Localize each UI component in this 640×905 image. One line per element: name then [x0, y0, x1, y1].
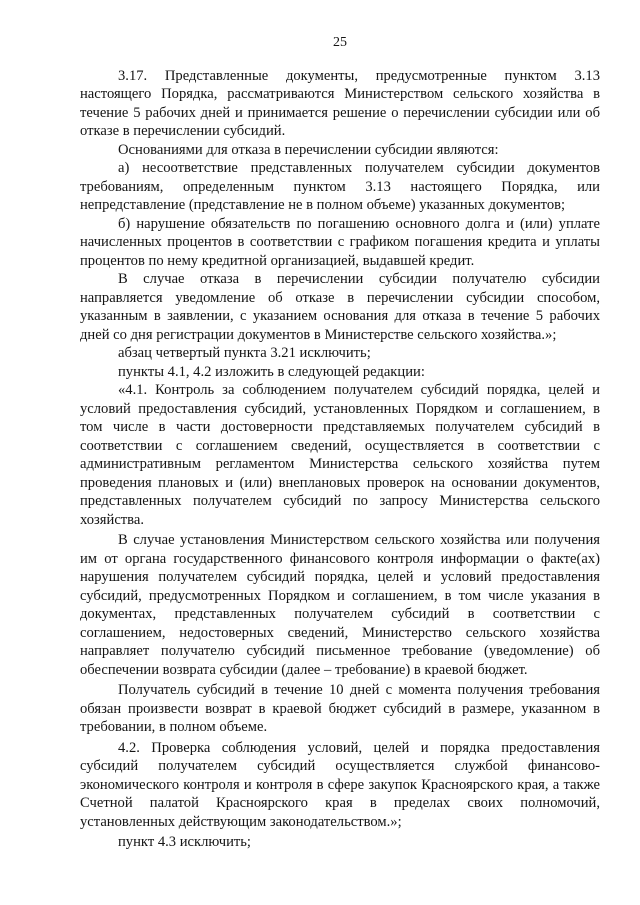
paragraph-refusal-notice: В случае отказа в перечислении субсидии получателю субсидии направляется уведомление об отказе в перечислении субсидии способом, указанным в заявлении, с указанием основания для отказа в течение 5 рабочих дней со дня регистрации документов в Министерстве сельского хозяйства.»;: [80, 271, 600, 343]
paragraph-violation-case: В случае установления Министерством сельского хозяйства или получения им от органа государственного финансового контроля информации о факте(ах) нарушения получателем субсидий порядка, целей и условий предоставления субсидий, предусмотренных Порядком и соглашением, в том числе указания в документах, представленных получателем субсидий в соответствии с соглашением, недостоверных сведений, Министерство сельского хозяйства направляет получателю субсидий письменное требование (уведомление) об обеспечении возврата субсидии (далее – требование) в краевой бюджет.: [80, 532, 600, 678]
paragraph-4-2: 4.2. Проверка соблюдения условий, целей и порядка предоставления субсидий получателем субсидий осуществляется службой финансово-экономического контроля и контроля в сфере закупок Красноярского края, а также Счетной палатой Красноярского края в пределах своих полномочий, установленных действующим законодательством.»;: [80, 739, 600, 830]
paragraph-item-b: б) нарушение обязательств по погашению основного долга и (или) уплате начисленных процентов в соответствии с графиком погашения кредита и уплаты процентов по нему кредитной организацией, выдавшей кредит.: [80, 215, 600, 269]
paragraph-new-edition: пункты 4.1, 4.2 изложить в следующей редакции:: [118, 363, 425, 380]
paragraph-refund: Получатель субсидий в течение 10 дней с момента получения требования обязан произвести возврат в краевой бюджет субсидий в размере, указанном в требовании, в полном объеме.: [80, 682, 600, 735]
paragraph-item-a: а) несоответствие представленных получателем субсидии документов требованиям, определенным пунктом 3.13 настоящего Порядка, или непредставление (представление не в полном объеме) указанных документов;: [80, 160, 600, 213]
document-page: [80, 34, 600, 852]
paragraph-4-1: «4.1. Контроль за соблюдением получателем субсидий порядка, целей и условий предоставления субсидий, установленных Порядком и соглашением, в том числе в части достоверности представляемых получателем субсидий в соответствии с соглашением сведений, осуществляется в соответствии с административным регламентом Министерства сельского хозяйства путем проведения плановых и (или) внеплановых проверок на основании документов, представленных получателем субсидий по запросу Министерства сельского хозяйства.: [80, 382, 600, 528]
page-number: 25: [333, 35, 347, 50]
paragraph-exclude-3-21: абзац четвертый пункта 3.21 исключить;: [118, 345, 371, 361]
paragraph-3-17: 3.17. Представленные документы, предусмотренные пунктом 3.13 настоящего Порядка, рассматриваются Министерством сельского хозяйства в течение 5 рабочих дней и принимается решение о перечислении субсидии или об отказе в перечислении субсидий.: [80, 67, 600, 139]
paragraph-exclude-4-3: пункт 4.3 исключить;: [118, 834, 251, 850]
paragraph-grounds-for-refusal: Основаниями для отказа в перечислении субсидии являются:: [118, 141, 499, 158]
